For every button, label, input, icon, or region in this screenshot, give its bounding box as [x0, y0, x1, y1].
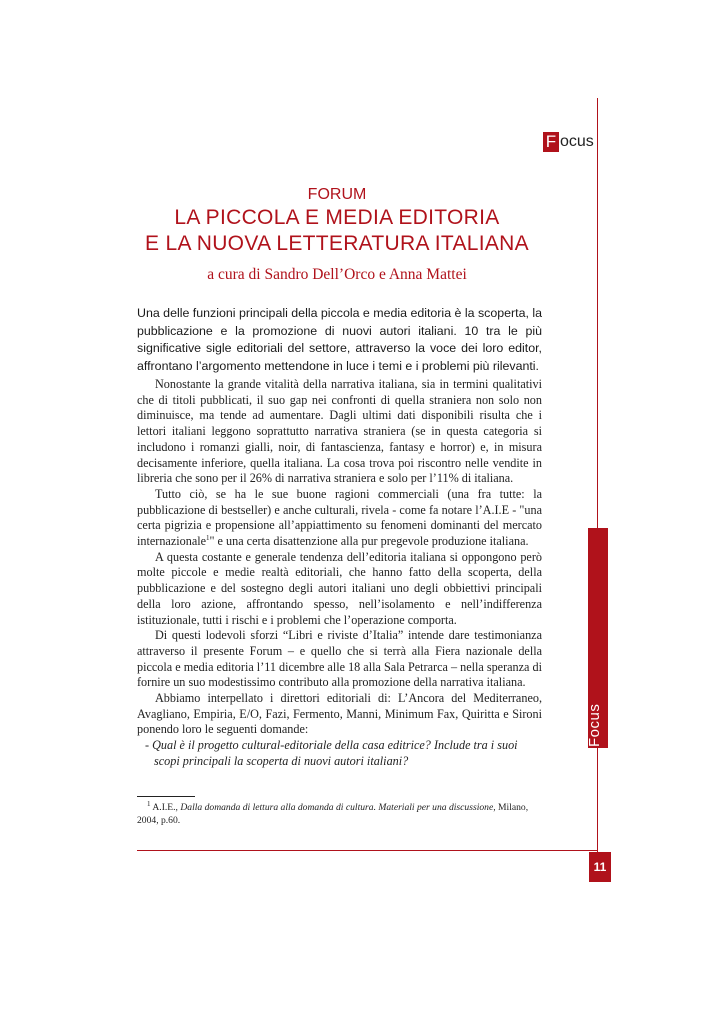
question-1-line-a: - Qual è il progetto cultural-editoriale della casa editrice? Include tra i suoi	[145, 738, 518, 753]
title-line-2: E LA NUOVA LETTERATURA ITALIANA	[145, 232, 529, 255]
focus-header	[543, 130, 594, 152]
footnote-number: 1	[147, 799, 151, 808]
paragraph-4: Di questi lodevoli sforzi “Libri e riviste d’Italia” intende dare testimonianza attraverso il presente Forum – e quello che si terrà alla Fiera nazionale della piccola e media editoria l’11 dicembre alle 18 alla Sala Petrarca – nella speranza di fornire un suo modestissimo contributo alla promozione della narrativa italiana.	[137, 628, 542, 690]
focus-initial: F	[543, 132, 559, 152]
focus-rest: ocus	[560, 133, 594, 150]
section-label: FORUM	[307, 186, 367, 203]
question-1	[137, 738, 542, 769]
side-tab-label: Focus	[586, 703, 603, 747]
article-body	[137, 377, 542, 770]
footnote-suffix: , Milano, 2004, p.60.	[137, 802, 529, 826]
article-title	[100, 205, 574, 257]
bottom-rule	[137, 850, 598, 851]
question-1-line-b: scopi principali la scoperta di nuovi autori italiani?	[154, 753, 409, 768]
footnote-prefix: A.I.E.,	[152, 802, 181, 813]
author-line: a cura di Sandro Dell’Orco e Anna Mattei	[207, 266, 467, 283]
title-line-1: LA PICCOLA E MEDIA EDITORIA	[174, 206, 500, 229]
paragraph-5: Abbiamo interpellato i direttori editoriali di: L’Ancora del Mediterraneo, Avagliano, Empiria, E/O, Fazi, Fermento, Manni, Minimum Fax, Quiritta e Sironi ponendo loro le seguenti domande:	[137, 691, 542, 737]
paragraph-2-text-b: " e una certa disattenzione alla pur pregevole produzione italiana.	[209, 534, 529, 549]
paragraph-2	[137, 487, 542, 550]
footnote-ref: 1	[206, 533, 210, 542]
footnote	[137, 799, 542, 827]
paragraph-2-text-a: Tutto ciò, se ha le sue buone ragioni commerciali (una fra tutte: la pubblicazione di bestseller) e anche culturali, rivela - come fa notare l’A.I.E - "una certa pigrizia e propensione all’appiattimento su fenomeni dominanti del mercato internazionale	[137, 486, 542, 549]
intro-paragraph: Una delle funzioni principali della piccola e media editoria è la scoperta, la pubblicazione e la promozione di nuovi autori italiani. 10 tra le più significative sigle editoriali del settore, attraverso la voce dei loro editor, affrontano l’argomento mettendone in luce i temi e i problemi più rilevanti.	[137, 306, 542, 373]
footnote-rule	[137, 796, 195, 797]
page-number: 11	[589, 852, 611, 882]
paragraph-1: Nonostante la grande vitalità della narrativa italiana, sia in termini qualitativi che di titoli pubblicati, il suo gap nei confronti di quella straniera non solo non diminuisce, ma tende ad aumentare. Dagli ultimi dati disponibili risulta che i lettori italiani leggono soprattutto narrativa straniera (se in questa categoria si includono i romanzi gialli, noir, di fantascienza, fantasy e horror) e, in misura decisamente inferiore, quella italiana. La cosa trova poi riscontro nelle vendite in libreria che sono per il 26% di narrativa straniera e solo per l’11% di italiana.	[137, 377, 542, 486]
paragraph-3: A questa costante e generale tendenza dell’editoria italiana si oppongono però molte piccole e medie realtà editoriali, che hanno fatto della scoperta, della pubblicazione e del sostegno degli autori italiani uno degli obbiettivi principali della loro azione, affrontando spesso, nell’isolamento e nell’indifferenza istituzionale, tutti i rischi e i problemi che l’operazione comporta.	[137, 549, 542, 627]
footnote-title: Dalla domanda di lettura alla domanda di cultura. Materiali per una discussione	[180, 802, 494, 813]
